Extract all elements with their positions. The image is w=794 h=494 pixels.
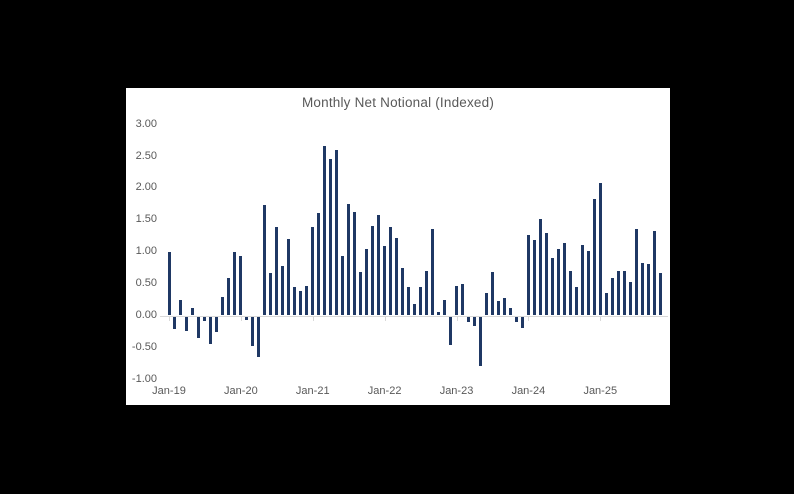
bar	[641, 263, 644, 315]
bar	[251, 317, 254, 346]
bar	[575, 287, 578, 316]
bar	[168, 252, 171, 316]
bar	[209, 317, 212, 344]
bar	[509, 308, 512, 315]
bar	[263, 205, 266, 315]
bar	[275, 227, 278, 315]
bar	[203, 317, 206, 321]
x-axis-tick-label: Jan-24	[511, 385, 546, 397]
bar	[317, 213, 320, 315]
x-axis-tick-label: Jan-20	[224, 385, 258, 397]
bar	[401, 268, 404, 315]
bar	[227, 278, 230, 316]
bar	[191, 308, 194, 316]
bar	[221, 297, 224, 316]
bar	[539, 219, 542, 315]
bar	[323, 146, 326, 316]
bar	[395, 238, 398, 315]
bar	[179, 300, 182, 315]
bar	[533, 240, 536, 315]
y-axis-tick-label: 0.00	[135, 309, 157, 321]
bar	[341, 256, 344, 315]
bar	[293, 287, 296, 316]
bar	[593, 199, 596, 315]
bar	[311, 227, 314, 315]
x-axis-tick-mark	[528, 317, 529, 321]
bar	[629, 282, 632, 316]
bar	[245, 317, 248, 321]
bar	[653, 231, 656, 315]
bar	[503, 298, 506, 315]
y-axis-tick-label: 0.50	[135, 277, 157, 290]
bar	[473, 317, 476, 327]
bar	[467, 317, 470, 322]
bar	[455, 286, 458, 316]
bar	[563, 243, 566, 315]
bar	[431, 229, 434, 316]
bar	[527, 235, 530, 315]
bar	[521, 317, 524, 328]
bar	[425, 271, 428, 316]
bar	[215, 317, 218, 332]
bar	[515, 317, 518, 322]
bar	[281, 266, 284, 315]
x-axis-zero-line	[160, 316, 668, 317]
bar	[635, 229, 638, 316]
bar	[485, 293, 488, 315]
bar	[197, 317, 200, 338]
bar	[569, 271, 572, 315]
bar	[419, 287, 422, 315]
bar	[365, 249, 368, 315]
y-axis-tick-label: -1.00	[131, 372, 157, 385]
x-axis-tick-label: Jan-23	[439, 385, 474, 397]
bar	[611, 278, 614, 315]
bar	[413, 304, 416, 315]
y-axis-tick-label: 1.50	[135, 213, 157, 226]
bar	[461, 284, 464, 315]
chart-panel	[126, 88, 670, 405]
x-axis-tick-label: Jan-19	[152, 385, 186, 397]
y-axis-tick-label: 3.00	[135, 117, 157, 130]
bar	[407, 287, 410, 316]
chart-title: Monthly Net Notional (Indexed)	[301, 95, 495, 110]
x-axis-tick-mark	[241, 317, 242, 321]
bar	[479, 317, 482, 367]
plot-area	[126, 88, 670, 405]
bar	[353, 212, 356, 316]
x-axis-tick-label: Jan-21	[295, 385, 330, 397]
x-axis-tick-mark	[385, 317, 386, 321]
bar	[491, 272, 494, 315]
bar	[647, 264, 650, 316]
bar	[257, 317, 260, 358]
x-axis-tick-mark	[169, 317, 170, 321]
bar	[545, 233, 548, 316]
bar	[383, 246, 386, 316]
bar	[329, 159, 332, 316]
y-axis-tick-label: 2.50	[135, 149, 157, 162]
x-axis-tick-label: Jan-22	[367, 385, 402, 397]
bar	[587, 251, 590, 315]
bar	[185, 317, 188, 331]
bar	[605, 293, 608, 316]
bar	[347, 204, 350, 316]
bar	[359, 272, 362, 315]
y-axis-tick-label: 1.00	[135, 245, 157, 258]
bar	[299, 291, 302, 316]
bar	[389, 227, 392, 315]
bar	[335, 150, 338, 316]
y-axis-tick-label: 2.00	[135, 181, 157, 194]
bar	[659, 273, 662, 316]
y-axis-tick-label: -0.50	[131, 340, 157, 353]
bar	[371, 226, 374, 315]
x-axis-tick-mark	[600, 317, 601, 321]
x-axis-tick-mark	[313, 317, 314, 321]
bar	[305, 286, 308, 315]
bar	[269, 273, 272, 316]
x-axis-tick-mark	[457, 317, 458, 321]
bar	[287, 239, 290, 316]
bar	[551, 258, 554, 315]
bar	[581, 245, 584, 316]
bar	[449, 317, 452, 346]
x-axis-tick-label: Jan-25	[583, 385, 618, 397]
bar	[443, 300, 446, 316]
bar	[437, 312, 440, 316]
bar	[377, 215, 380, 316]
bar	[497, 301, 500, 316]
bar	[233, 252, 236, 315]
bar	[623, 271, 626, 316]
bar	[557, 249, 560, 315]
bar	[617, 271, 620, 316]
bar	[173, 317, 176, 329]
bar	[599, 183, 602, 316]
bar	[239, 256, 242, 315]
